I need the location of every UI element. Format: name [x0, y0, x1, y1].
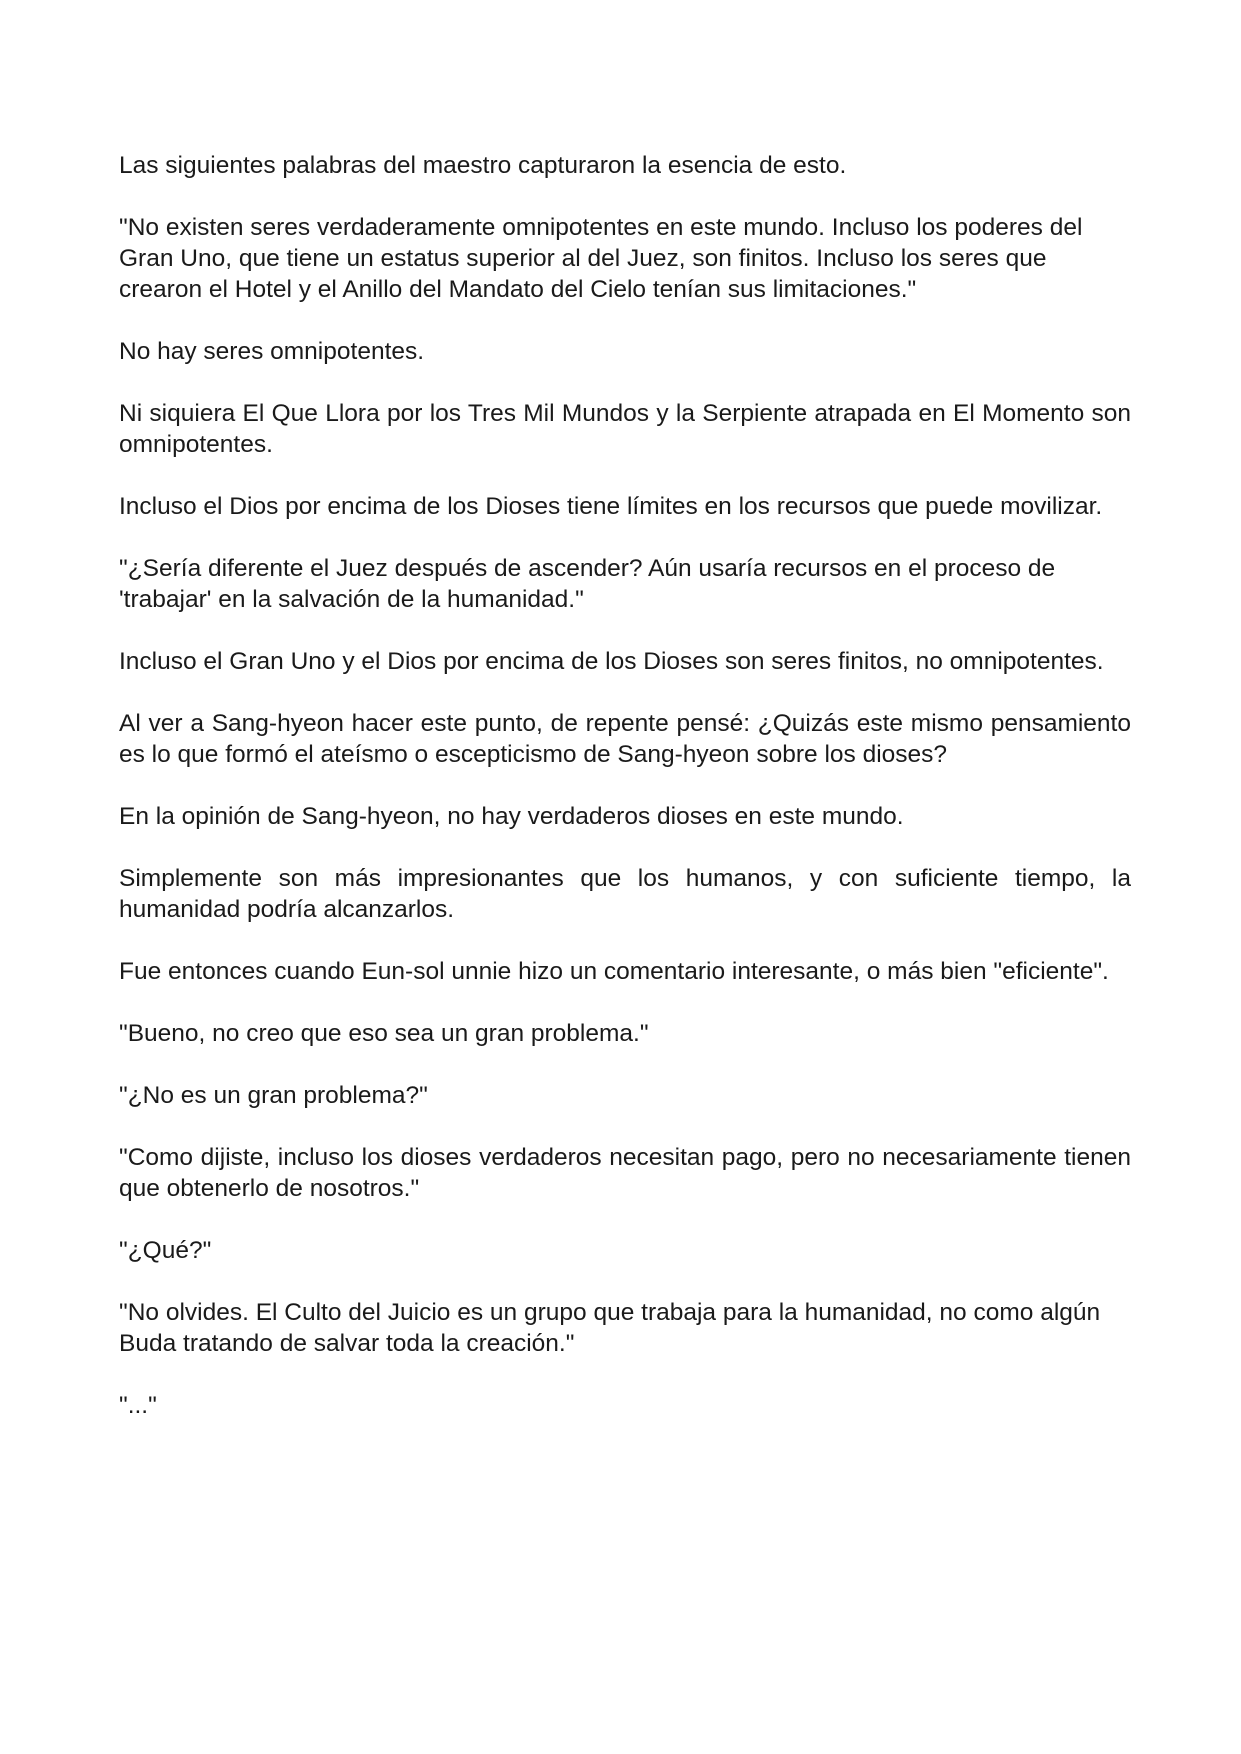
- paragraph: "Bueno, no creo que eso sea un gran problema.": [119, 1020, 649, 1047]
- paragraph: "¿No es un gran problema?": [119, 1082, 428, 1109]
- paragraph: Incluso el Gran Uno y el Dios por encima de los Dioses son seres finitos, no omnipotentes.: [119, 648, 1104, 675]
- paragraph: En la opinión de Sang-hyeon, no hay verdaderos dioses en este mundo.: [119, 803, 904, 830]
- paragraph: "No olvides. El Culto del Juicio es un grupo que trabaja para la humanidad, no como algún Buda tratando de salvar toda la creación.": [119, 1299, 1101, 1357]
- paragraph: "¿Sería diferente el Juez después de ascender? Aún usaría recursos en el proceso de 'trabajar' en la salvación de la humanidad.": [119, 555, 1056, 613]
- paragraph: Simplemente son más impresionantes que los humanos, y con suficiente tiempo, la humanidad podría alcanzarlos.: [119, 865, 1131, 923]
- paragraph: Fue entonces cuando Eun-sol unnie hizo un comentario interesante, o más bien "eficiente".: [119, 958, 1109, 985]
- paragraph: "¿Qué?": [119, 1237, 212, 1264]
- body-text: [119, 150, 1131, 1452]
- paragraph: Ni siquiera El Que Llora por los Tres Mil Mundos y la Serpiente atrapada en El Momento son omnipotentes.: [119, 400, 1131, 458]
- paragraph: No hay seres omnipotentes.: [119, 338, 425, 365]
- paragraph: "Como dijiste, incluso los dioses verdaderos necesitan pago, pero no necesariamente tienen que obtenerlo de nosotros.": [119, 1144, 1131, 1202]
- paragraph: Al ver a Sang-hyeon hacer este punto, de repente pensé: ¿Quizás este mismo pensamiento es lo que formó el ateísmo o escepticismo de Sang-hyeon sobre los dioses?: [119, 710, 1131, 768]
- paragraph: "No existen seres verdaderamente omnipotentes en este mundo. Incluso los poderes del Gran Uno, que tiene un estatus superior al del Juez, son finitos. Incluso los seres que crearon el Hotel y el Anillo del Mandato del Cielo tenían sus limitaciones.": [119, 214, 1083, 303]
- paragraph: Incluso el Dios por encima de los Dioses tiene límites en los recursos que puede movilizar.: [119, 493, 1103, 520]
- paragraph: Las siguientes palabras del maestro capturaron la esencia de esto.: [119, 152, 847, 179]
- paragraph: "...": [119, 1392, 157, 1419]
